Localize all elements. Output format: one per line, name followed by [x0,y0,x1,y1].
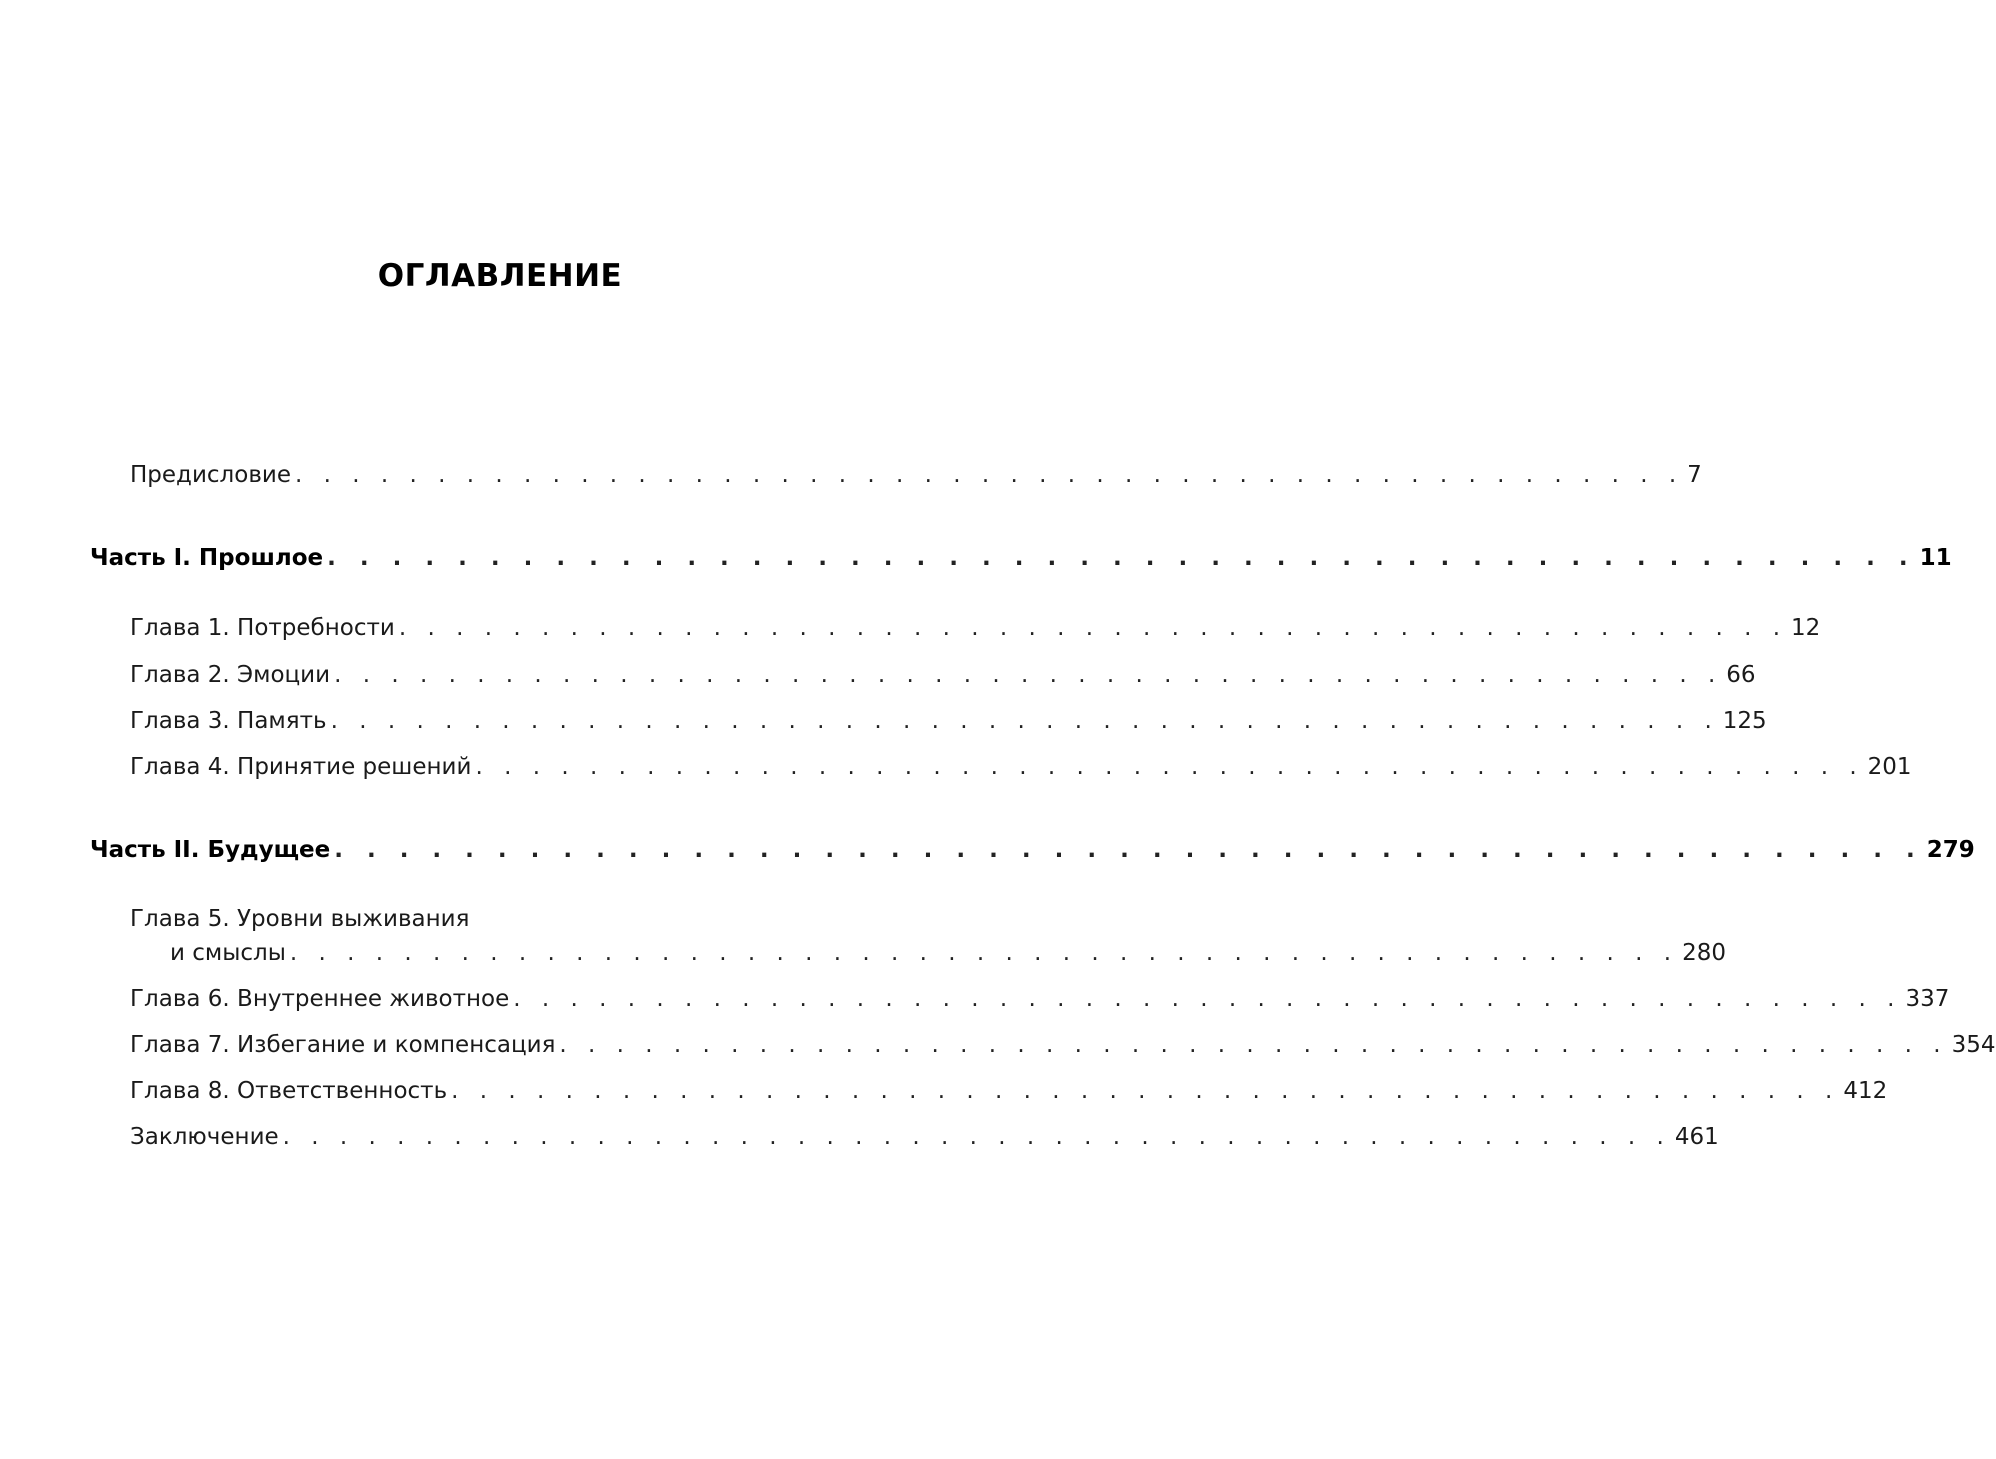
toc-entry-label: Предисловие [130,462,291,488]
toc-entry-part-2[interactable] [90,837,1975,863]
toc-page-number: 412 [1843,1078,1888,1104]
toc-entry-label: Заключение [130,1124,279,1150]
toc-page-number: 354 [1951,1032,1996,1058]
toc-page-number: 12 [1791,615,1821,641]
toc-entry-label: Глава 1. Потребности [130,615,395,641]
dot-leader: . . . . . . . . . . . . . . . . . . . . . . . . . . . . . . . . . . . . . . . . . . . . . . . . . [475,754,1864,780]
toc-entry-chapter-8[interactable] [130,1078,1888,1104]
dot-leader: . . . . . . . . . . . . . . . . . . . . . . . . . . . . . . . . . . . . . . . . . . . . . . . . . [334,837,1923,863]
toc-entry-part-1[interactable] [90,545,1952,571]
toc-entry-label: Часть I. Прошлое [90,545,324,571]
toc-page-number: 461 [1674,1124,1719,1150]
toc-entry-label: Глава 8. Ответственность [130,1078,448,1104]
toc-page-number: 66 [1726,662,1756,688]
toc-entry-chapter-4[interactable] [130,754,1912,780]
toc-entry-label: Глава 7. Избегание и компенсация [130,1032,556,1058]
toc-entry-label: Глава 6. Внутреннее животное [130,986,510,1012]
toc-entry-chapter-3[interactable] [130,708,1767,734]
toc-entry-chapter-7[interactable] [130,1032,1996,1058]
toc-entry-label: и смыслы [170,940,286,966]
dot-leader: . . . . . . . . . . . . . . . . . . . . . . . . . . . . . . . . . . . . . . . . . . . . . . . . . [513,986,1902,1012]
toc-page-number: 125 [1722,708,1767,734]
dot-leader: . . . . . . . . . . . . . . . . . . . . . . . . . . . . . . . . . . . . . . . . . . . . . . . . . [451,1078,1840,1104]
toc-page-number: 279 [1926,837,1975,863]
toc-entry-preface[interactable] [130,462,1702,488]
toc-entry-chapter-2[interactable] [130,662,1756,688]
dot-leader: . . . . . . . . . . . . . . . . . . . . . . . . . . . . . . . . . . . . . . . . . . . . . . . . . [559,1032,1948,1058]
toc-page-number: 280 [1682,940,1726,966]
dot-leader: . . . . . . . . . . . . . . . . . . . . . . . . . . . . . . . . . . . . . . . . . . . . . . . . . [334,662,1723,688]
toc-entry-label: Глава 4. Принятие решений [130,754,472,780]
toc-entry-label: Часть II. Будущее [90,837,331,863]
dot-leader: . . . . . . . . . . . . . . . . . . . . . . . . . . . . . . . . . . . . . . . . . . . . . . . . . [282,1124,1671,1150]
toc-entry-chapter-6[interactable] [130,986,1950,1012]
toc-page-number: 201 [1867,754,1912,780]
dot-leader: . . . . . . . . . . . . . . . . . . . . . . . . . . . . . . . . . . . . . . . . . . . . . . . . . [398,615,1788,641]
dot-leader: . . . . . . . . . . . . . . . . . . . . . . . . . . . . . . . . . . . . . . . . . . . . . . . . . [330,708,1719,734]
dot-leader: . . . . . . . . . . . . . . . . . . . . . . . . . . . . . . . . . . . . . . . . . . . . . . . . . [294,462,1684,488]
dot-leader: . . . . . . . . . . . . . . . . . . . . . . . . . . . . . . . . . . . . . . . . . . . . . . . . . [289,940,1679,966]
toc-page-number: 11 [1919,545,1952,571]
toc-entry-chapter-5[interactable] [170,940,1726,966]
toc-page-number: 7 [1687,462,1702,488]
toc-page-number: 337 [1905,986,1950,1012]
toc-entry-chapter-1[interactable] [130,615,1821,641]
toc-entry-chapter-5-line-1[interactable]: Глава 5. Уровни выживания [130,906,470,932]
toc-entry-label: Глава 2. Эмоции [130,662,331,688]
dot-leader: . . . . . . . . . . . . . . . . . . . . . . . . . . . . . . . . . . . . . . . . . . . . . . . . . [327,545,1916,571]
page-title: ОГЛАВЛЕНИЕ [377,258,623,294]
toc-entry-label: Глава 3. Память [130,708,327,734]
toc-entry-conclusion[interactable] [130,1124,1719,1150]
